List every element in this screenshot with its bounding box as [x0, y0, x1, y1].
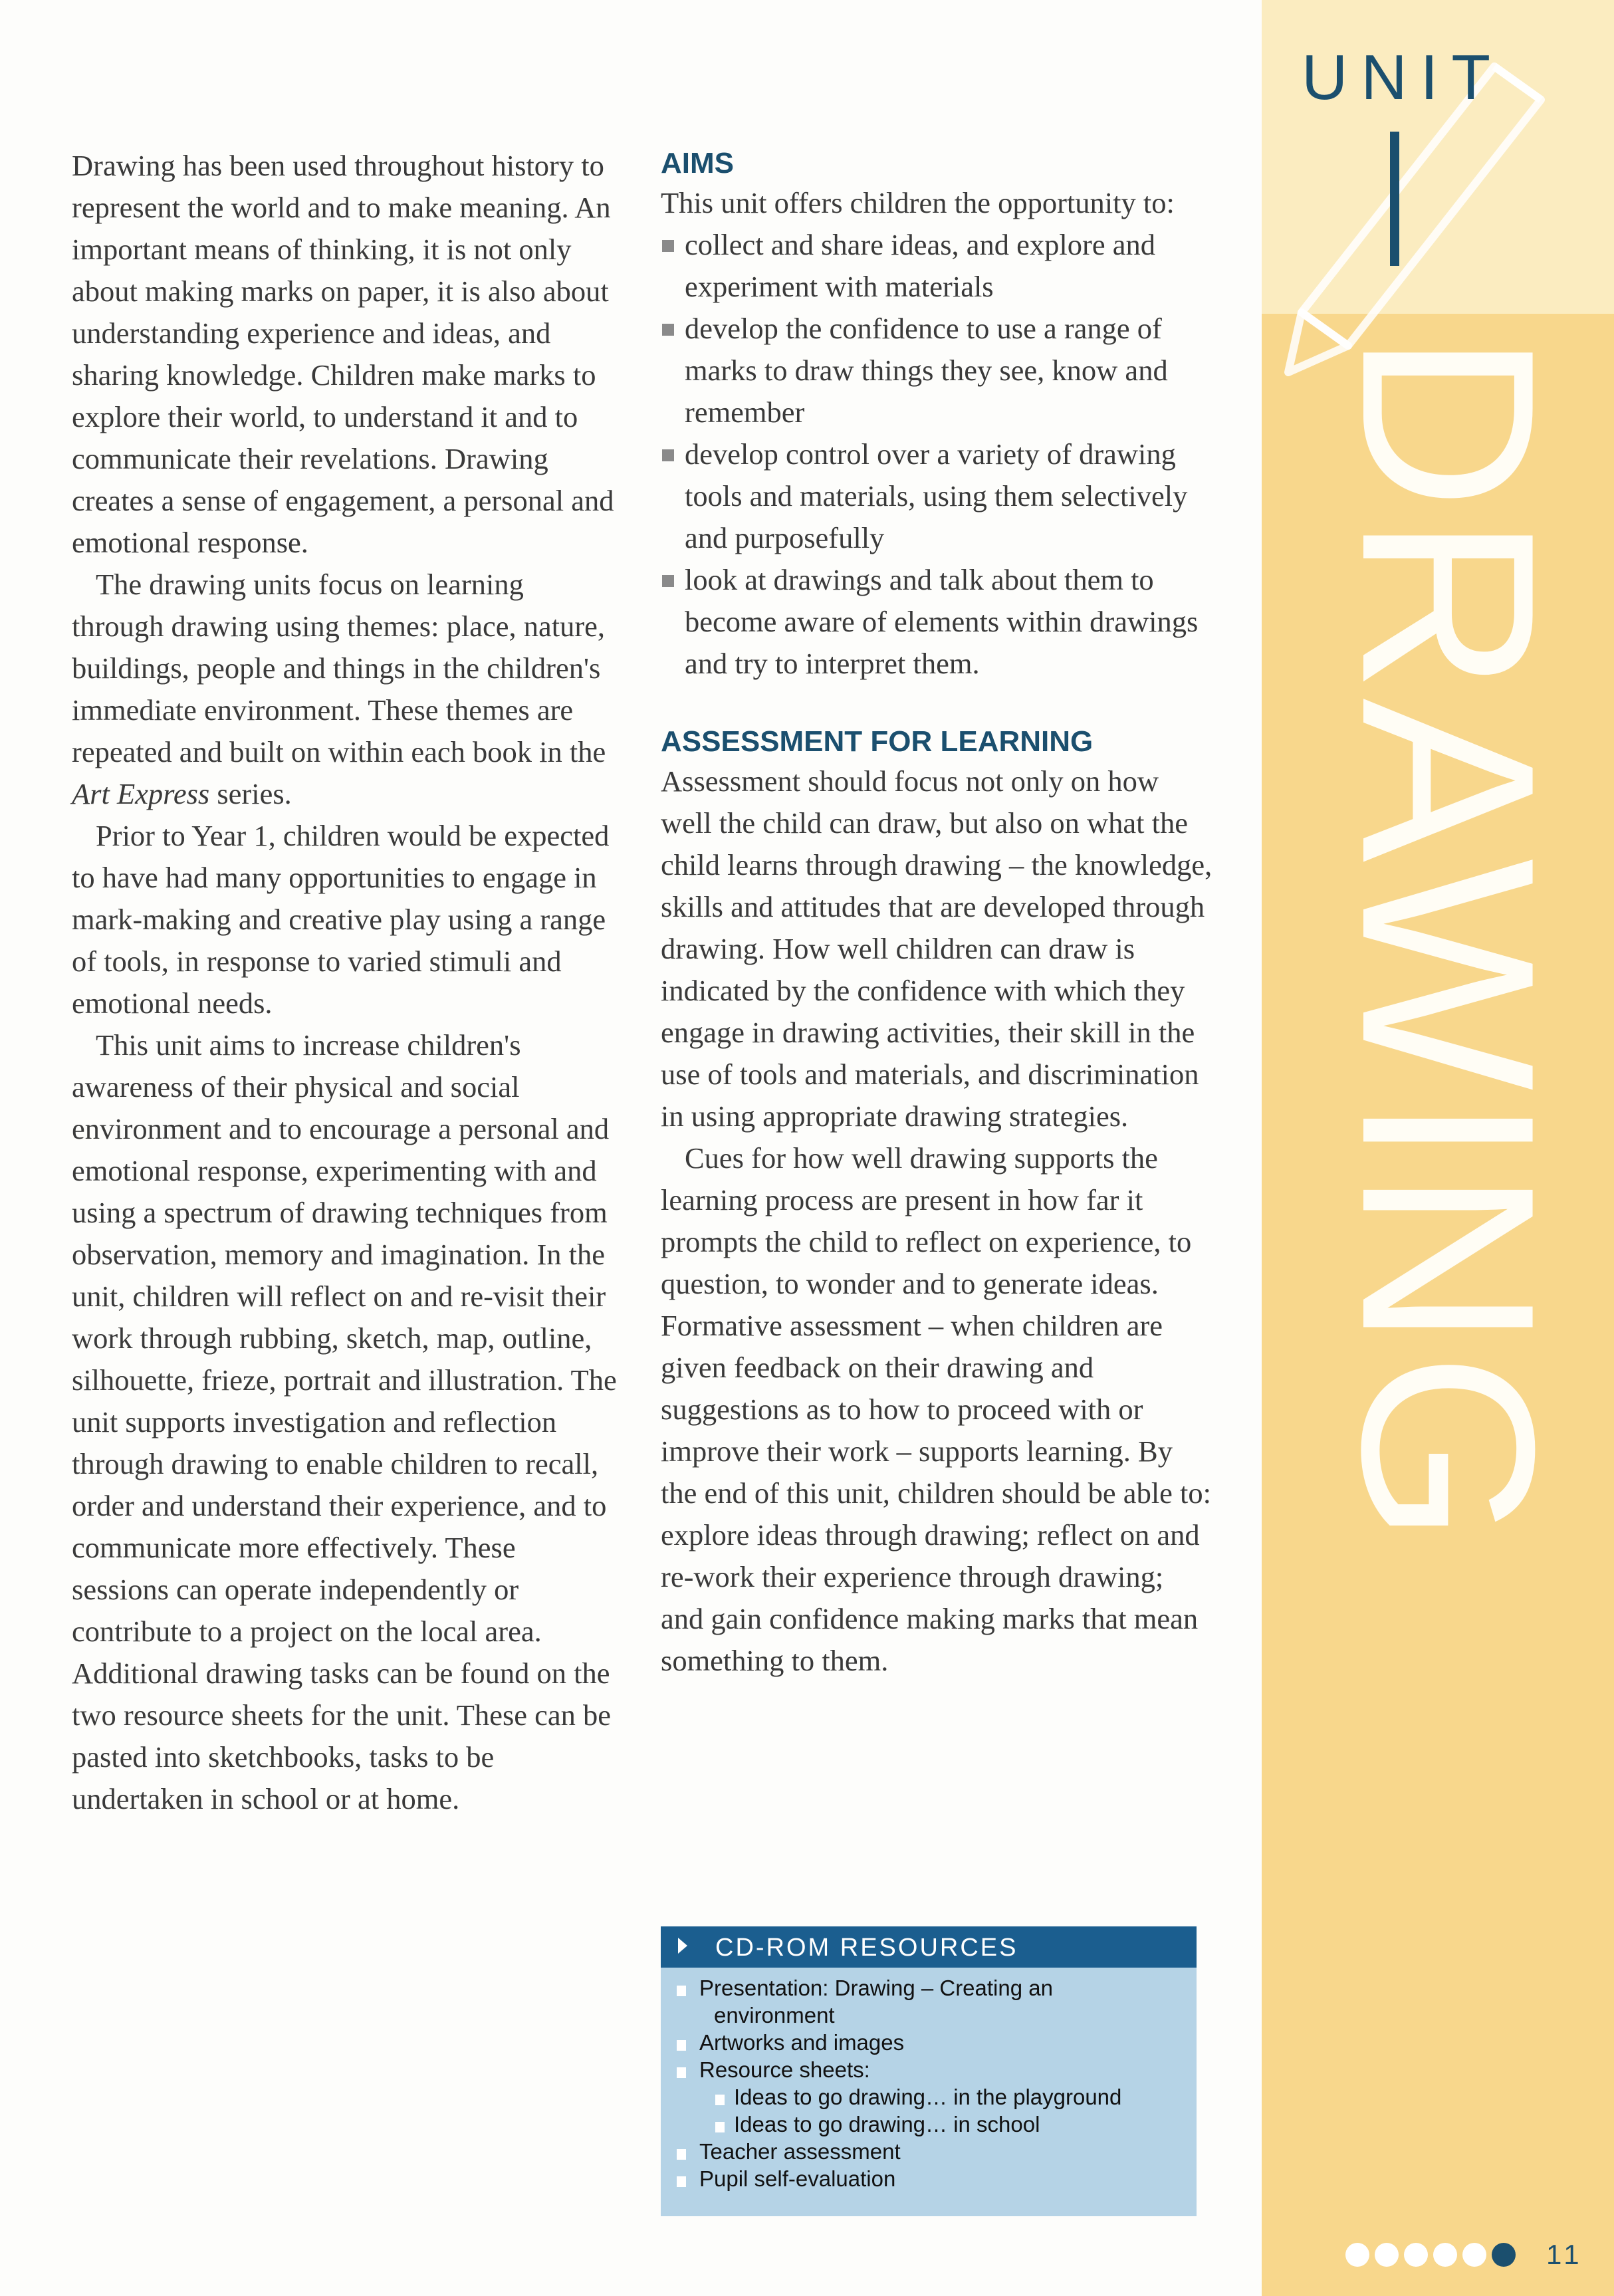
aim-item: develop the confidence to use a range of marks to draw things they see, know and remember — [661, 308, 1212, 433]
cd-rom-item: Artworks and images — [661, 2029, 1197, 2056]
progress-dot — [1462, 2243, 1486, 2267]
page-footer — [1345, 2239, 1591, 2270]
play-arrow-icon — [678, 1938, 687, 1954]
assessment-heading: ASSESSMENT FOR LEARNING — [661, 725, 1094, 758]
intro-paragraph: Drawing has been used throughout history to represent the world and to make meaning. An important means of thinking, it is not only about making marks on paper, it is also about understanding experience and ideas, and sharing knowledge. Children make marks to explore their world, to understand it and to communicate their revelations. Drawing creates a sense of engagement, a personal and emotional response. — [72, 149, 614, 559]
aims-heading: AIMS — [661, 147, 734, 179]
square-bullet-icon — [715, 2122, 725, 2132]
square-bullet-icon — [677, 2040, 686, 2051]
cd-rom-item: Resource sheets: — [661, 2056, 1197, 2083]
square-bullet-icon — [662, 324, 674, 336]
cd-rom-item: Presentation: Drawing – Creating an environment — [661, 1974, 1197, 2029]
aim-item: develop control over a variety of drawing tools and materials, using them selectively and purposefully — [661, 433, 1212, 559]
themes-paragraph — [72, 564, 617, 815]
series-title: Art Express — [72, 777, 210, 810]
progress-dot — [1433, 2243, 1457, 2267]
cd-rom-list — [661, 1974, 1197, 2192]
square-bullet-icon — [662, 449, 674, 461]
cd-rom-item: Pupil self-evaluation — [661, 2165, 1197, 2192]
aims-intro: This unit offers children the opportunity to: — [661, 186, 1175, 219]
middle-column — [661, 145, 1212, 1682]
square-bullet-icon — [662, 575, 674, 587]
square-bullet-icon — [677, 2149, 686, 2160]
cd-rom-header — [661, 1926, 1197, 1968]
themes-text: The drawing units focus on learning through drawing using themes: place, nature, buildings, people and things in the children's immediate environment. These themes are repeated and built on within each book in the — [72, 568, 606, 768]
unit-sidebar — [1262, 0, 1614, 2296]
square-bullet-icon — [677, 2176, 686, 2187]
cd-rom-item: Teacher assessment — [661, 2138, 1197, 2165]
aim-item: look at drawings and talk about them to become aware of elements within drawings and try to interpret them. — [661, 559, 1212, 685]
cd-rom-sub-item: Ideas to go drawing… in the playground — [661, 2083, 1197, 2111]
square-bullet-icon — [715, 2095, 725, 2105]
square-bullet-icon — [677, 2067, 686, 2078]
square-bullet-icon — [677, 1986, 686, 1996]
progress-dot — [1375, 2243, 1399, 2267]
cd-rom-resources-box — [661, 1926, 1197, 2216]
progress-dot — [1345, 2243, 1369, 2267]
unit-number-bar — [1390, 132, 1399, 266]
themes-text-end: series. — [217, 777, 292, 810]
unit-label: UNIT — [1302, 42, 1504, 113]
cues-paragraph: Cues for how well drawing supports the learning process are present in how far it prompts the child to reflect on experience, to question, to wonder and to generate ideas. Formative assessment – when children are given feedback on their drawing and suggestions as to how to proceed with or improve their work – supports learning. By the end of this unit, children should be able to: explore ideas through drawing; reflect on and re-work their experience through drawing; and gain confidence making marks that mean something to them. — [661, 1141, 1212, 1677]
cd-rom-title: CD-ROM RESOURCES — [715, 1934, 1018, 1962]
assessment-paragraph: Assessment should focus not only on how well the child can draw, but also on what the child learns through drawing – the knowledge, skills and attitudes that are developed through drawing. How well children can draw is indicated by the confidence with which they engage in drawing activities, their skill in the use of tools and materials, and discrimination in using appropriate drawing strategies. — [661, 764, 1212, 1133]
progress-dot — [1492, 2243, 1516, 2267]
square-bullet-icon — [662, 240, 674, 252]
progress-dot — [1404, 2243, 1428, 2267]
cd-rom-sub-item: Ideas to go drawing… in school — [661, 2111, 1197, 2138]
aim-item: collect and share ideas, and explore and experiment with materials — [661, 224, 1212, 308]
page-number: 11 — [1546, 2239, 1583, 2270]
prior-year-paragraph: Prior to Year 1, children would be expected to have had many opportunities to engage in mark-making and creative play using a range of tools, in response to varied stimuli and emotional needs. — [72, 819, 610, 1020]
section-title-vertical: DRAWING — [1311, 332, 1585, 1550]
unit-aims-paragraph: This unit aims to increase children's awareness of their physical and social environment and to encourage a personal and emotional response, experimenting with and using a spectrum of drawing techniques from observation, memory and imagination. In the unit, children will reflect on and re-visit their work through rubbing, sketch, map, outline, silhouette, frieze, portrait and illustration. The unit supports investigation and reflection through drawing to enable children to recall, order and understand their experience, and to communicate more effectively. These sessions can operate independently or contribute to a project on the local area. Additional drawing tasks can be found on the two resource sheets for the unit. These can be pasted into sketchbooks, tasks to be undertaken in school or at home. — [72, 1028, 617, 1815]
left-column — [72, 145, 617, 1820]
